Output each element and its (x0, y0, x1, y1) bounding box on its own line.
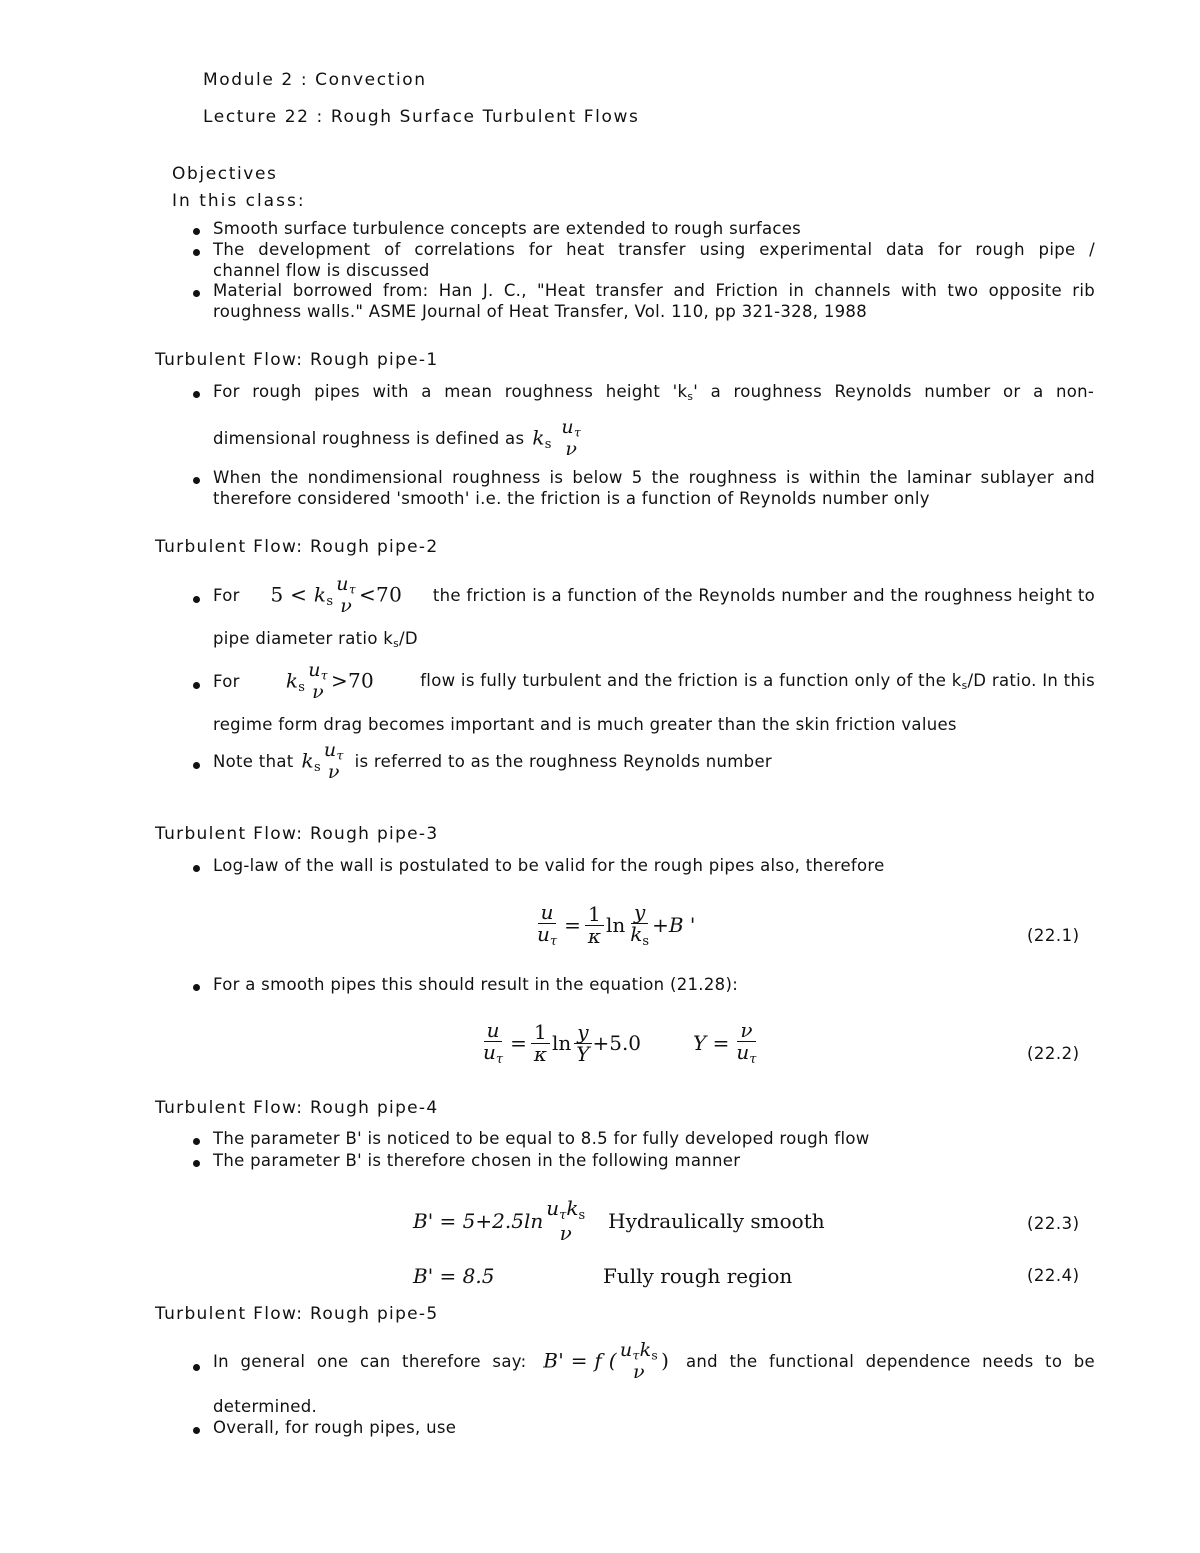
section-title: Turbulent Flow: Rough pipe-5 (155, 1304, 439, 1324)
s3-bullet-1: Log-law of the wall is postulated to be valid for the rough pipes also, therefore (213, 856, 885, 875)
bullet-icon (193, 249, 200, 256)
bullet-icon (193, 1138, 200, 1145)
bullet-icon (193, 1160, 200, 1167)
bullet-icon (193, 391, 200, 398)
roughness-formula: $k_s$ $u_\tau$ ν (532, 416, 582, 460)
equation-number: (22.2) (1027, 1044, 1080, 1063)
lecture-title: Lecture 22 : Rough Surface Turbulent Flows (203, 107, 640, 127)
s1-bullet-2-line1: When the nondimensional roughness is below 5 the roughness is within the laminar sublayer and (213, 468, 1095, 487)
s1-bullet-1-line1: For rough pipes with a mean roughness height '$k_s$' a roughness Reynolds number or a non- (213, 382, 1095, 404)
s4-bullet-2: The parameter B' is therefore chosen in the following manner (213, 1151, 741, 1170)
bullet-icon (193, 1427, 200, 1434)
functional-formula: B' = f ( $u_\tau k_s$ ν ) (543, 1339, 670, 1383)
equation-22-1: $\frac{u}{u_\tau}$ = $\frac{1}{\kappa}$ ln $\frac{y}{k_s}$ +B ' (537, 900, 696, 949)
equation-22-4: B' = 8.5 Fully rough region (413, 1264, 793, 1288)
equation-number: (22.1) (1027, 926, 1080, 945)
objectives-heading: Objectives (172, 164, 278, 184)
bullet-icon (193, 762, 200, 769)
s2-bullet-1-line2: pipe diameter ratio $k_s/D$ (213, 629, 418, 651)
range-formula: $5 < k_s$ $u_\tau$ ν <70 (270, 573, 403, 617)
s3-bullet-2: For a smooth pipes this should result in the equation (21.28): (213, 975, 739, 994)
module-title: Module 2 : Convection (203, 70, 427, 90)
bullet-icon (193, 682, 200, 689)
s2-bullet-3: Note that $k_s$ $u_\tau$ ν is referred to as the roughness Reynolds number (213, 739, 772, 783)
bullet-icon (193, 596, 200, 603)
s5-bullet-1-line1: In general one can therefore say: B' = f ( $u_\tau k_s$ ν ) and the functional dependence needs to be (213, 1339, 1095, 1383)
roughness-reynolds-formula: $k_s$ $u_\tau$ ν (301, 739, 344, 783)
section-title: Turbulent Flow: Rough pipe-2 (155, 537, 439, 557)
s1-bullet-1-line2: dimensional roughness is defined as $k_s$ $u_\tau$ ν (213, 418, 584, 460)
bullet-icon (193, 290, 200, 297)
section-title: Turbulent Flow: Rough pipe-3 (155, 824, 439, 844)
objective-item-cont: roughness walls." ASME Journal of Heat Transfer, Vol. 110, pp 321-328, 1988 (213, 302, 868, 321)
bullet-icon (193, 477, 200, 484)
objective-item-cont: channel flow is discussed (213, 261, 430, 280)
section-title: Turbulent Flow: Rough pipe-1 (155, 350, 439, 370)
s5-bullet-1-line2: determined. (213, 1397, 318, 1416)
equation-number: (22.3) (1027, 1214, 1080, 1233)
s2-bullet-2-line1: For $k_s$ $u_\tau$ ν >70 flow is fully turbulent and the friction is a function only of the $k_s/D$ ratio. In this (213, 659, 1095, 703)
bullet-icon (193, 1364, 200, 1371)
equation-22-2: $\frac{u}{u_\tau}$ = $\frac{1}{\kappa}$ ln $\frac{y}{Y}$ +5.0 Y = $\frac{\nu}{u_\tau}$ (483, 1018, 757, 1067)
objective-item: Material borrowed from: Han J. C., "Heat transfer and Friction in channels with two opposite rib (213, 281, 1095, 300)
s1-bullet-2-line2: therefore considered 'smooth' i.e. the friction is a function of Reynolds number only (213, 489, 930, 508)
s2-bullet-1-line1: For $5 < k_s$ $u_\tau$ ν <70 the friction is a function of the Reynolds number and the roughness height to (213, 573, 1095, 617)
bullet-icon (193, 865, 200, 872)
s2-bullet-2-line2: regime form drag becomes important and is much greater than the skin friction values (213, 715, 957, 734)
section-title: Turbulent Flow: Rough pipe-4 (155, 1098, 439, 1118)
s4-bullet-1: The parameter B' is noticed to be equal to 8.5 for fully developed rough flow (213, 1129, 870, 1148)
fully-turbulent-formula: $k_s$ $u_\tau$ ν >70 (285, 659, 375, 703)
objective-item: Smooth surface turbulence concepts are extended to rough surfaces (213, 219, 802, 238)
objectives-intro: In this class: (172, 191, 306, 211)
bullet-icon (193, 984, 200, 991)
equation-22-3: B' = 5+2.5ln $u_\tau k_s$ ν Hydraulically smooth (413, 1196, 825, 1245)
bullet-icon (193, 228, 200, 235)
objective-item: The development of correlations for heat transfer using experimental data for rough pipe / (213, 240, 1095, 259)
equation-number: (22.4) (1027, 1266, 1080, 1285)
s5-bullet-2: Overall, for rough pipes, use (213, 1418, 457, 1437)
